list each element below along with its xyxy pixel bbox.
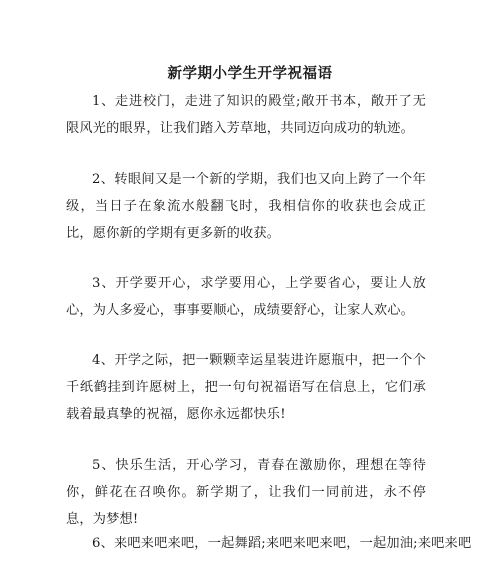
paragraph-6: 6、来吧来吧来吧，一起舞蹈;来吧来吧来吧，一起加油;来吧来吧 [92, 536, 472, 551]
paragraph-1: 1、走进校门，走进了知识的殿堂;敞开书本，敞开了无限风光的眼界，让我们踏入芳草地，共同迈向成功的轨迹。 [66, 94, 426, 136]
paragraph-4: 4、开学之际，把一颗颗幸运星装进许愿瓶中，把一个个千纸鹤挂到许愿树上，把一句句祝福语写在信息上，它们承载着最真挚的祝福，愿你永远都快乐! [66, 353, 426, 422]
document-title: 新学期小学生开学祝福语 [167, 65, 333, 82]
paragraph-5: 5、快乐生活，开心学习，青春在激励你，理想在等待你，鲜花在召唤你。新学期了，让我们一同前进，永不停息，为梦想! [66, 458, 426, 527]
paragraph-3: 3、开学要开心，求学要用心，上学要省心，要让人放心，为人多爱心，事事要顺心，成绩要舒心，让家人欢心。 [66, 276, 426, 318]
paragraph-2: 2、转眼间又是一个新的学期，我们也又向上跨了一个年级，当日子在象流水般翻飞时，我相信你的收获也会成正比，愿你新的学期有更多新的收获。 [66, 172, 426, 241]
